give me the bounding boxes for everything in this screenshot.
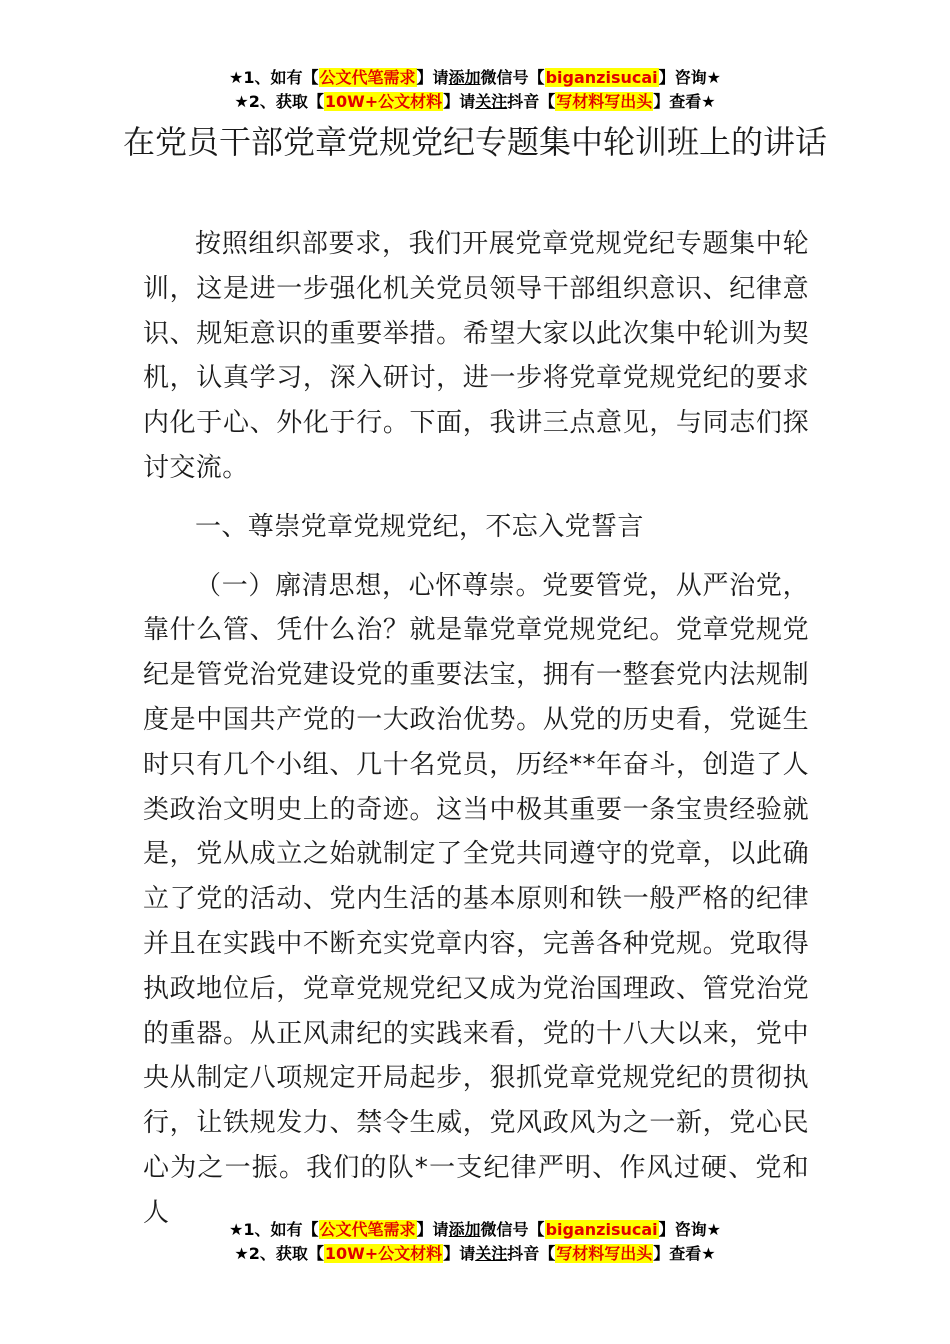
banner-underlined-text: 添加 — [448, 1220, 481, 1239]
banner-line-1 — [0, 1218, 950, 1242]
banner-text: 】查看★ — [653, 1244, 716, 1263]
banner-text: 微信号【 — [480, 68, 545, 87]
banner-underlined-text: 关注 — [475, 92, 508, 111]
banner-text: 】咨询★ — [658, 68, 721, 87]
banner-wechat-id: biganzisucai — [545, 1220, 658, 1239]
banner-text: 抖音【 — [507, 92, 556, 111]
banner-underlined-text: 关注 — [475, 1244, 508, 1263]
banner-highlight: 10W+公文材料 — [324, 92, 443, 111]
header-banner — [0, 66, 950, 114]
banner-text: 】请 — [416, 68, 449, 87]
banner-text: 】查看★ — [653, 92, 716, 111]
document-body — [143, 222, 809, 1236]
banner-text: 微信号【 — [480, 1220, 545, 1239]
banner-text: ★2、获取【 — [234, 92, 324, 111]
banner-wechat-id: biganzisucai — [545, 68, 658, 87]
banner-highlight: 公文代笔需求 — [319, 1220, 416, 1239]
banner-text: 】请 — [443, 92, 476, 111]
banner-text: 】请 — [443, 1244, 476, 1263]
banner-text: ★2、获取【 — [234, 1244, 324, 1263]
banner-line-2 — [0, 1242, 950, 1266]
banner-text: ★1、如有【 — [229, 1220, 319, 1239]
banner-underlined-text: 添加 — [448, 68, 481, 87]
banner-text: 】请 — [416, 1220, 449, 1239]
banner-text: 】咨询★ — [658, 1220, 721, 1239]
banner-line-1 — [0, 66, 950, 90]
banner-douyin-account: 写材料写出头 — [556, 1244, 653, 1263]
document-title: 在党员干部党章党规党纪专题集中轮训班上的讲话 — [122, 123, 827, 161]
banner-highlight: 公文代笔需求 — [319, 68, 416, 87]
footer-banner — [0, 1218, 950, 1266]
banner-text: ★1、如有【 — [229, 68, 319, 87]
paragraph-subsection-1: （一）廓清思想，心怀尊崇。党要管党，从严治党，靠什么管、凭什么治？就是靠党章党规党纪。党章党规党纪是管党治党建设党的重要法宝，拥有一整套党内法规制度是中国共产党的一大政治优势。从党的历史看，党诞生时只有几个小组、几十名党员，历经**年奋斗，创造了人类政治文明史上的奇迹。这当中极其重要一条宝贵经验就是，党从成立之始就制定了全党共同遵守的党章，以此确立了党的活动、党内生活的基本原则和铁一般严格的纪律并且在实践中不断充实党章内容，完善各种党规。党取得执政地位后，党章党规党纪又成为党治国理政、管党治党的重器。从正风肃纪的实践来看，党的十八大以来，党中央从制定八项规定开局起步，狠抓党章党规党纪的贯彻执行，让铁规发力、禁令生威，党风政风为之一新，党心民心为之一振。我们的队*一支纪律严明、作风过硬、党和人 — [143, 570, 809, 1228]
paragraph-intro: 按照组织部要求，我们开展党章党规党纪专题集中轮训，这是进一步强化机关党员领导干部组织意识、纪律意识、规矩意识的重要举措。希望大家以此次集中轮训为契机，认真学习，深入研讨，进一步将党章党规党纪的要求内化于心、外化于行。下面，我讲三点意见，与同志们探讨交流。 — [143, 229, 809, 483]
section-heading-1: 一、尊崇党章党规党纪，不忘入党誓言 — [195, 511, 644, 542]
banner-douyin-account: 写材料写出头 — [556, 92, 653, 111]
banner-line-2 — [0, 90, 950, 114]
banner-text: 抖音【 — [507, 1244, 556, 1263]
banner-highlight: 10W+公文材料 — [324, 1244, 443, 1263]
